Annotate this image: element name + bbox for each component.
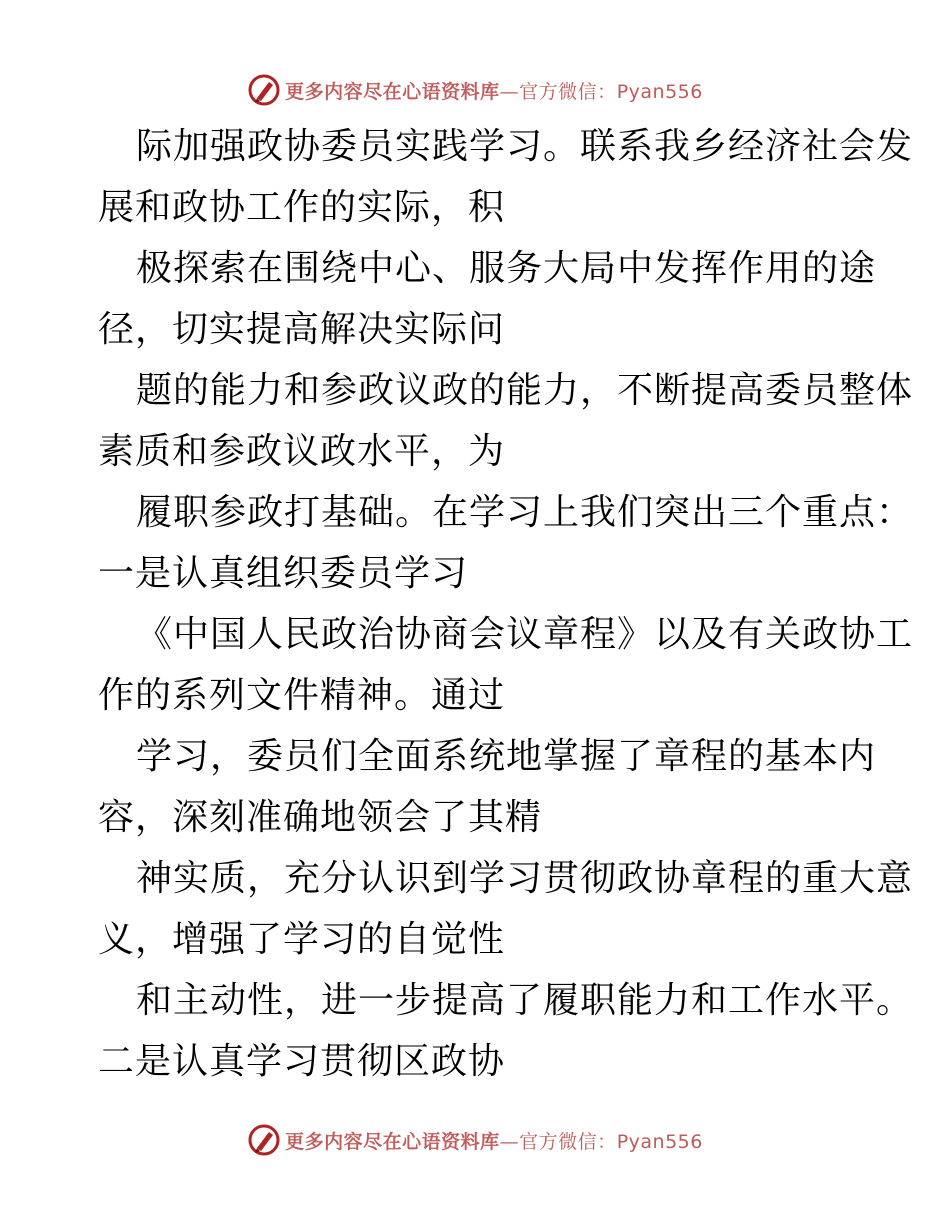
body-line: 际加强政协委员实践学习。联系我乡经济社会发 <box>136 126 914 167</box>
header-banner-text <box>285 77 703 104</box>
body-line: 展和政协工作的实际，积 <box>98 187 506 228</box>
header-wechat-handle: Pyan556 <box>616 80 703 103</box>
footer-banner <box>0 1120 950 1160</box>
footer-separator: — <box>499 1130 520 1153</box>
footer-banner-text <box>285 1127 703 1154</box>
body-line: 神实质，充分认识到学习贯彻政协章程的重大意 <box>136 858 914 899</box>
body-line: 极探索在围绕中心、服务大局中发挥作用的途 <box>136 248 877 289</box>
body-line: 二是认真学习贯彻区政协 <box>98 1041 506 1082</box>
body-line: 一是认真组织委员学习 <box>98 553 469 594</box>
body-line: 容，深刻准确地领会了其精 <box>98 797 543 838</box>
header-separator: — <box>499 80 520 103</box>
body-line: 履职参政打基础。在学习上我们突出三个重点： <box>136 492 914 533</box>
body-line: 学习，委员们全面系统地掌握了章程的基本内 <box>136 736 877 777</box>
header-banner <box>0 70 950 110</box>
body-line: 和主动性，进一步提高了履职能力和工作水平。 <box>136 980 914 1021</box>
body-line: 素质和参政议政水平，为 <box>98 431 506 472</box>
body-line: 义，增强了学习的自觉性 <box>98 919 506 960</box>
body-line: 题的能力和参政议政的能力，不断提高委员整体 <box>136 370 914 411</box>
footer-wechat-label: 官方微信： <box>519 1130 617 1153</box>
header-wechat-label: 官方微信： <box>519 80 617 103</box>
body-line: 径，切实提高解决实际问 <box>98 309 506 350</box>
footer-wechat-handle: Pyan556 <box>616 1130 703 1153</box>
body-line: 《中国人民政治协商会议章程》以及有关政协工 <box>136 614 914 655</box>
body-line: 作的系列文件精神。通过 <box>98 675 506 716</box>
header-brand: 更多内容尽在心语资料库 <box>285 80 500 103</box>
footer-brand: 更多内容尽在心语资料库 <box>285 1130 500 1153</box>
document-body <box>98 122 914 1098</box>
pen-logo-icon <box>247 1123 281 1157</box>
pen-logo-icon <box>247 73 281 107</box>
